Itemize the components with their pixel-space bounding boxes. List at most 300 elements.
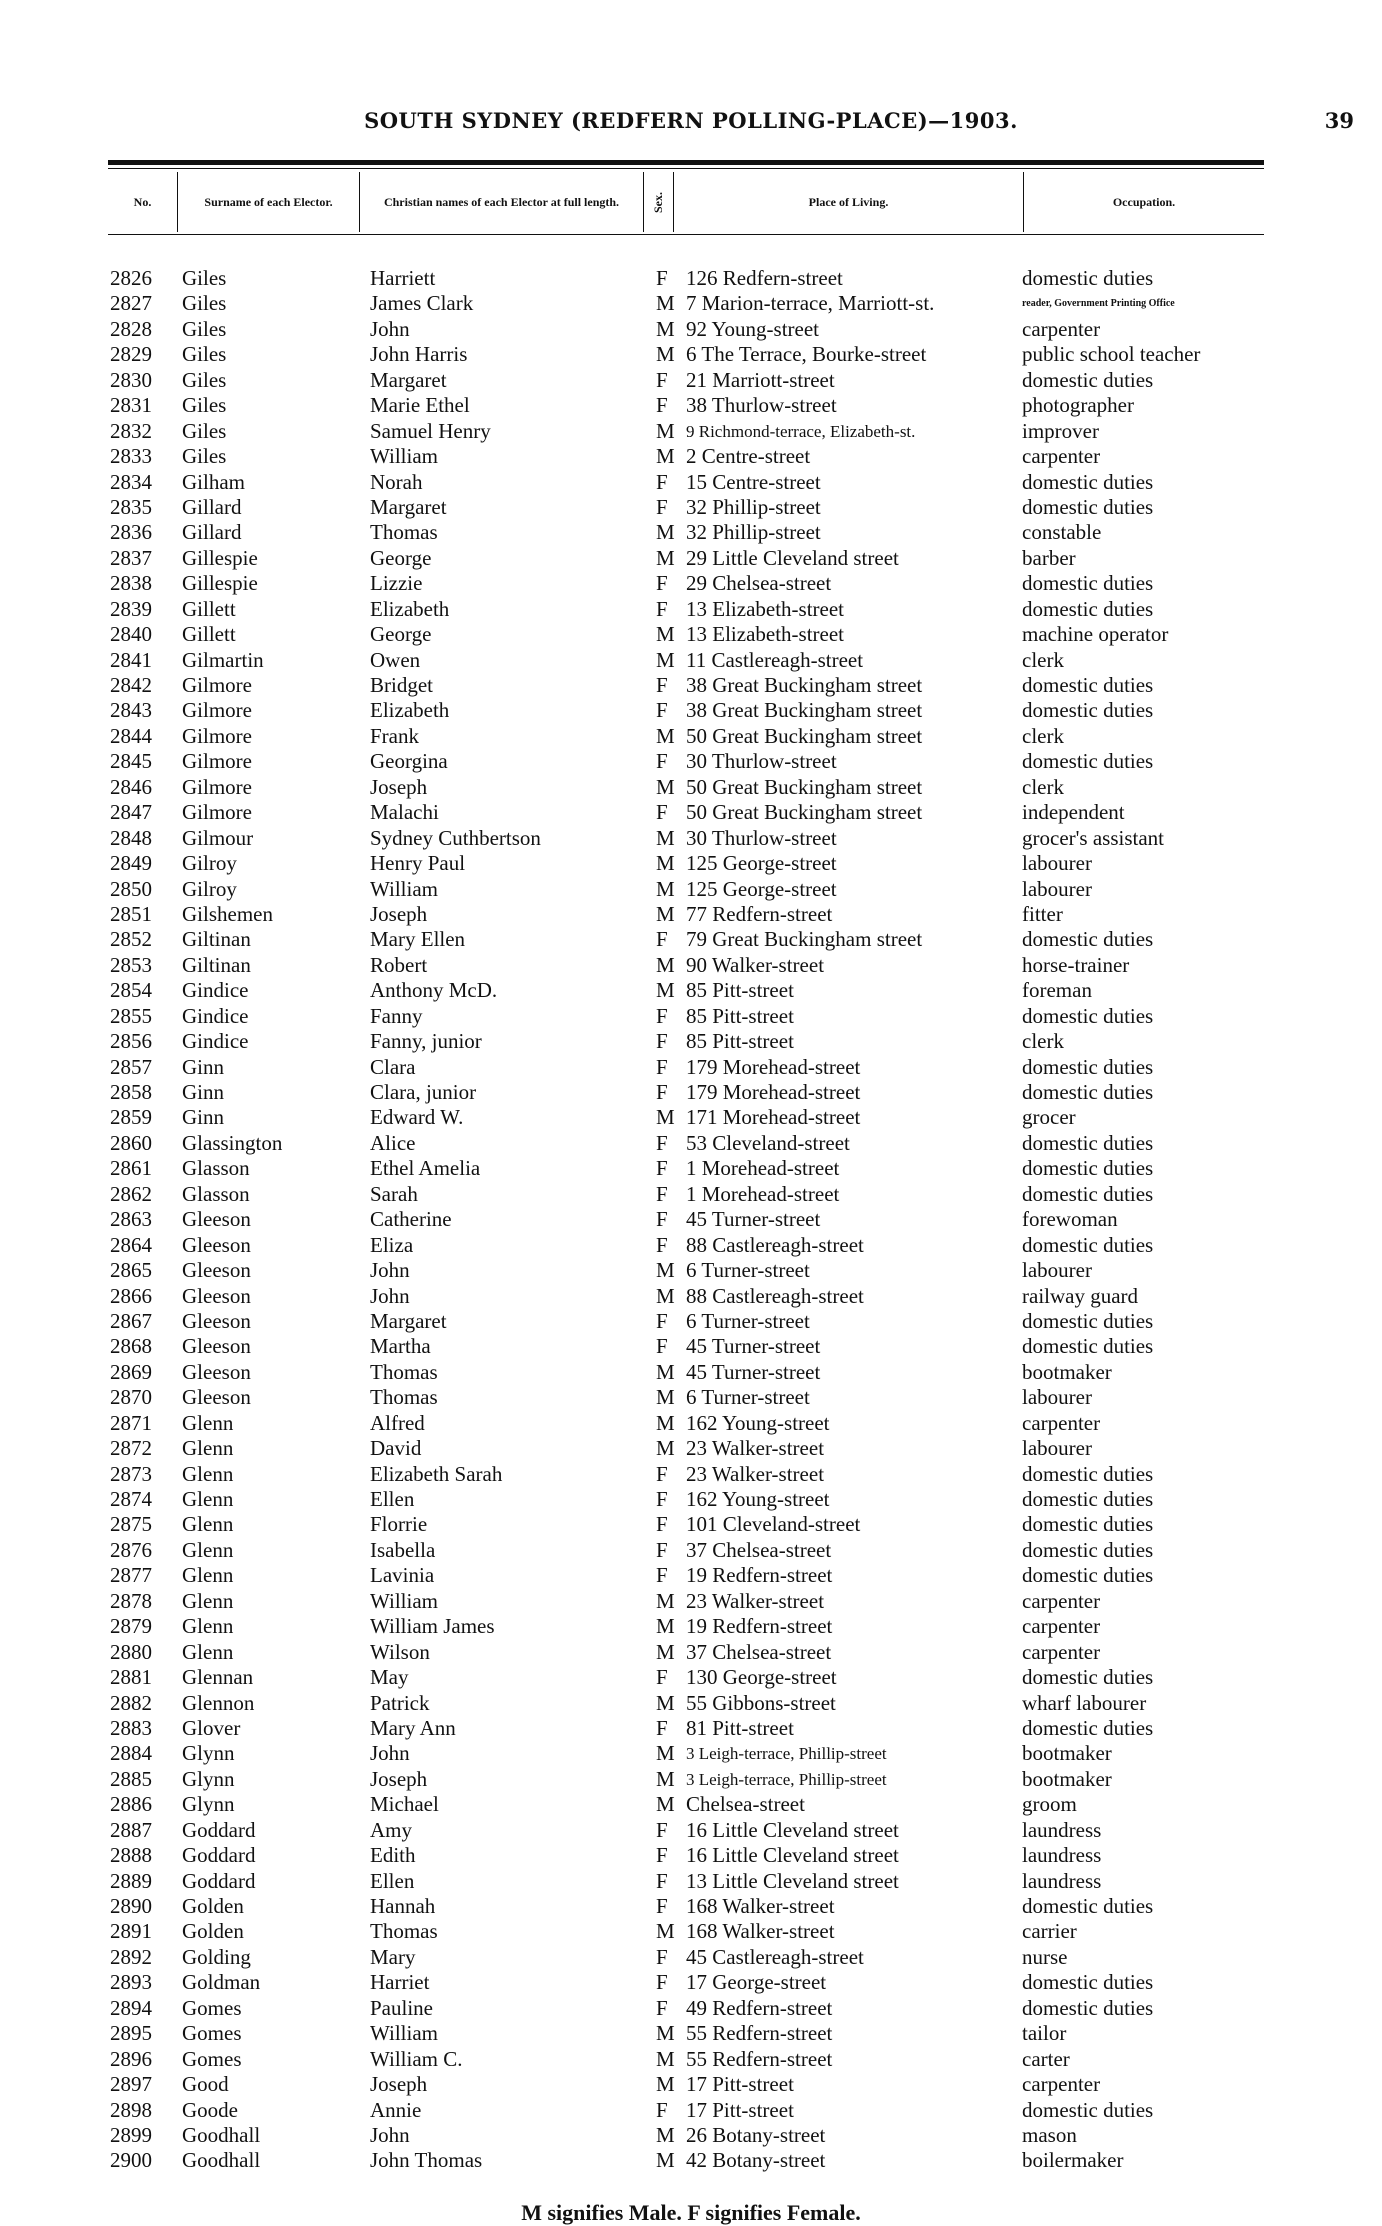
elector-place-of-living: 162 Young-street	[686, 1410, 830, 1435]
elector-occupation: domestic duties	[1022, 673, 1154, 697]
elector-surname: Gleeson	[182, 1258, 251, 1283]
table-row	[0, 877, 1382, 902]
elector-place-of-living: 6 Turner-street	[686, 1385, 810, 1410]
elector-place-of-living: 85 Pitt-street	[686, 1029, 794, 1054]
elector-christian-names: Edward W.	[370, 1105, 464, 1130]
elector-surname: Giltinan	[182, 927, 251, 952]
elector-place-of-living: 55 Redfern-street	[686, 2046, 833, 2071]
elector-christian-names: Lavinia	[370, 1563, 435, 1588]
elector-christian-names: Robert	[370, 952, 428, 977]
elector-surname: Gleeson	[182, 1334, 251, 1359]
elector-place-of-living: 130 George-street	[686, 1665, 837, 1690]
elector-occupation: machine operator	[1022, 622, 1169, 647]
elector-surname: Gilmore	[182, 774, 252, 799]
elector-occupation: domestic duties	[1022, 1970, 1154, 1995]
elector-christian-names: Anthony McD.	[370, 978, 498, 1003]
table-row	[0, 546, 1382, 571]
elector-surname: Gilmour	[182, 825, 254, 850]
elector-number: 2880	[110, 1639, 152, 1664]
elector-sex: F	[656, 673, 668, 697]
elector-occupation: domestic duties	[1022, 1512, 1154, 1537]
elector-surname: Glenn	[182, 1487, 234, 1511]
elector-sex: M	[656, 2046, 675, 2071]
elector-place-of-living: 179 Morehead-street	[686, 1080, 861, 1104]
elector-place-of-living: 6 The Terrace, Bourke-street	[686, 342, 927, 367]
elector-surname: Goodhall	[182, 2122, 261, 2147]
elector-place-of-living: 81 Pitt-street	[686, 1715, 794, 1740]
elector-surname: Golding	[182, 1944, 251, 1969]
elector-number: 2894	[110, 1995, 152, 2020]
elector-christian-names: George	[370, 622, 432, 647]
elector-number: 2873	[110, 1461, 152, 1486]
table-row	[0, 1919, 1382, 1944]
elector-place-of-living: 37 Chelsea-street	[686, 1537, 832, 1562]
elector-christian-names: Pauline	[370, 1995, 433, 2020]
elector-number: 2876	[110, 1537, 152, 1562]
table-row	[0, 1589, 1382, 1614]
elector-place-of-living: 77 Redfern-street	[686, 901, 833, 926]
elector-christian-names: Margaret	[370, 367, 447, 392]
elector-place-of-living: 9 Richmond-terrace, Elizabeth-st.	[686, 421, 916, 441]
elector-number: 2843	[110, 698, 152, 723]
table-row	[0, 1869, 1382, 1894]
table-row	[0, 1767, 1382, 1792]
elector-number: 2828	[110, 316, 152, 341]
elector-sex: M	[656, 2072, 675, 2097]
elector-christian-names: Alice	[370, 1130, 416, 1155]
elector-christian-names: Joseph	[370, 774, 428, 799]
table-row	[0, 1818, 1382, 1843]
elector-surname: Gleeson	[182, 1385, 251, 1410]
elector-number: 2834	[110, 469, 152, 494]
elector-sex: M	[656, 2021, 675, 2046]
elector-christian-names: Hannah	[370, 1894, 436, 1918]
elector-number: 2853	[110, 952, 152, 977]
table-row	[0, 826, 1382, 851]
elector-place-of-living: 29 Little Cleveland street	[686, 545, 899, 570]
elector-occupation: domestic duties	[1022, 1461, 1154, 1486]
elector-surname: Glenn	[182, 1436, 234, 1461]
elector-number: 2832	[110, 418, 152, 443]
table-row	[0, 1385, 1382, 1410]
elector-place-of-living: 179 Morehead-street	[686, 1054, 861, 1079]
elector-surname: Gindice	[182, 1003, 249, 1028]
elector-christian-names: Thomas	[370, 1359, 438, 1384]
elector-sex: M	[656, 1258, 675, 1283]
table-row	[0, 1792, 1382, 1817]
elector-surname: Giles	[182, 266, 227, 290]
elector-place-of-living: 88 Castlereagh-street	[686, 1232, 864, 1257]
table-row	[0, 2047, 1382, 2072]
elector-number: 2898	[110, 2097, 152, 2122]
table-row	[0, 1029, 1382, 1054]
elector-sex: F	[656, 1080, 668, 1104]
elector-occupation: clerk	[1022, 774, 1064, 799]
elector-occupation: fitter	[1022, 901, 1063, 926]
table-row	[0, 1411, 1382, 1436]
elector-number: 2841	[110, 647, 152, 672]
elector-occupation: laundress	[1022, 1843, 1102, 1868]
elector-christian-names: James Clark	[370, 291, 474, 316]
elector-place-of-living: 3 Leigh-terrace, Phillip-street	[686, 1769, 887, 1789]
elector-occupation: groom	[1022, 1792, 1077, 1817]
elector-number: 2847	[110, 800, 152, 825]
elector-christian-names: William	[370, 876, 438, 901]
table-row	[0, 622, 1382, 647]
table-row	[0, 1080, 1382, 1105]
elector-number: 2871	[110, 1410, 152, 1435]
elector-surname: Gleeson	[182, 1232, 251, 1257]
elector-place-of-living: 126 Redfern-street	[686, 266, 843, 290]
elector-sex: F	[656, 1029, 668, 1054]
table-row	[0, 1233, 1382, 1258]
elector-occupation: domestic duties	[1022, 1715, 1154, 1740]
table-row	[0, 698, 1382, 723]
elector-number: 2855	[110, 1003, 152, 1028]
elector-occupation: clerk	[1022, 723, 1064, 748]
elector-christian-names: Harriet	[370, 1970, 430, 1995]
elector-christian-names: Eliza	[370, 1232, 414, 1257]
table-row	[0, 1258, 1382, 1283]
table-row	[0, 648, 1382, 673]
elector-place-of-living: 13 Little Cleveland street	[686, 1868, 899, 1893]
elector-surname: Gomes	[182, 1995, 242, 2020]
elector-occupation: forewoman	[1022, 1207, 1118, 1232]
elector-christian-names: John Thomas	[370, 2148, 483, 2173]
elector-sex: M	[656, 876, 675, 901]
elector-occupation: labourer	[1022, 1385, 1092, 1410]
table-row	[0, 1614, 1382, 1639]
elector-number: 2891	[110, 1919, 152, 1944]
elector-place-of-living: 29 Chelsea-street	[686, 571, 832, 596]
elector-number: 2829	[110, 342, 152, 367]
elector-christian-names: Henry Paul	[370, 851, 466, 876]
elector-occupation: domestic duties	[1022, 596, 1154, 621]
elector-sex: M	[656, 851, 675, 876]
elector-surname: Goode	[182, 2097, 238, 2122]
elector-surname: Ginn	[182, 1080, 224, 1104]
elector-christian-names: Bridget	[370, 673, 433, 697]
elector-place-of-living: 17 Pitt-street	[686, 2072, 794, 2097]
elector-sex: F	[656, 1944, 668, 1969]
table-row	[0, 571, 1382, 596]
elector-number: 2883	[110, 1715, 152, 1740]
column-header-sex-label: Sex.	[651, 191, 665, 213]
table-row	[0, 1716, 1382, 1741]
table-row	[0, 927, 1382, 952]
elector-number: 2845	[110, 749, 152, 774]
elector-sex: M	[656, 1919, 675, 1944]
elector-surname: Glenn	[182, 1614, 234, 1639]
table-row	[0, 1334, 1382, 1359]
column-header-christian-names: Christian names of each Elector at full length.	[360, 172, 644, 232]
elector-occupation: carrier	[1022, 1919, 1077, 1944]
elector-christian-names: John	[370, 2122, 410, 2147]
elector-christian-names: Marie Ethel	[370, 393, 470, 418]
elector-number: 2844	[110, 723, 152, 748]
elector-sex: F	[656, 800, 668, 825]
elector-occupation: grocer's assistant	[1022, 825, 1164, 850]
table-row	[0, 342, 1382, 367]
elector-sex: F	[656, 1970, 668, 1995]
elector-sex: M	[656, 444, 675, 469]
elector-number: 2849	[110, 851, 152, 876]
elector-christian-names: Clara, junior	[370, 1080, 477, 1104]
elector-place-of-living: 23 Walker-street	[686, 1588, 825, 1613]
elector-christian-names: Malachi	[370, 800, 439, 825]
elector-place-of-living: 3 Leigh-terrace, Phillip-street	[686, 1744, 887, 1764]
elector-place-of-living: 30 Thurlow-street	[686, 749, 837, 774]
elector-christian-names: William C.	[370, 2046, 463, 2071]
elector-number: 2867	[110, 1308, 152, 1333]
elector-sex: F	[656, 1843, 668, 1868]
elector-christian-names: Ellen	[370, 1487, 415, 1511]
elector-sex: F	[656, 469, 668, 494]
elector-number: 2862	[110, 1181, 152, 1206]
table-row	[0, 597, 1382, 622]
elector-sex: F	[656, 1894, 668, 1918]
elector-number: 2858	[110, 1080, 152, 1104]
table-row	[0, 902, 1382, 927]
elector-christian-names: Fanny, junior	[370, 1029, 482, 1054]
elector-surname: Gilroy	[182, 876, 237, 901]
elector-sex: F	[656, 749, 668, 774]
column-header-no: No.	[108, 172, 178, 232]
table-row	[0, 1055, 1382, 1080]
elector-surname: Glasson	[182, 1156, 250, 1181]
elector-place-of-living: 45 Castlereagh-street	[686, 1944, 864, 1969]
elector-place-of-living: 32 Phillip-street	[686, 494, 821, 519]
elector-occupation: domestic duties	[1022, 367, 1154, 392]
elector-place-of-living: 13 Elizabeth-street	[686, 622, 845, 647]
elector-place-of-living: 55 Gibbons-street	[686, 1690, 836, 1715]
elector-place-of-living: 162 Young-street	[686, 1487, 830, 1511]
table-row	[0, 2123, 1382, 2148]
elector-christian-names: William	[370, 2021, 438, 2046]
elector-place-of-living: 37 Chelsea-street	[686, 1639, 832, 1664]
table-row	[0, 724, 1382, 749]
elector-occupation: nurse	[1022, 1944, 1068, 1969]
elector-occupation: laundress	[1022, 1817, 1102, 1842]
elector-sex: F	[656, 1232, 668, 1257]
elector-surname: Gillard	[182, 520, 242, 545]
table-row	[0, 1131, 1382, 1156]
elector-surname: Giles	[182, 342, 227, 367]
elector-christian-names: Wilson	[370, 1639, 430, 1664]
elector-number: 2837	[110, 545, 152, 570]
elector-place-of-living: Chelsea-street	[686, 1792, 805, 1817]
elector-surname: Glenn	[182, 1639, 234, 1664]
elector-sex: M	[656, 342, 675, 367]
table-row	[0, 2021, 1382, 2046]
table-row	[0, 1945, 1382, 1970]
elector-sex: M	[656, 316, 675, 341]
table-row	[0, 1691, 1382, 1716]
elector-surname: Glenn	[182, 1512, 234, 1537]
elector-sex: M	[656, 1766, 675, 1791]
elector-occupation: domestic duties	[1022, 1894, 1154, 1918]
elector-christian-names: Mary	[370, 1944, 416, 1969]
elector-surname: Glenn	[182, 1461, 234, 1486]
elector-christian-names: Thomas	[370, 1919, 438, 1944]
elector-sex: F	[656, 494, 668, 519]
elector-number: 2877	[110, 1563, 152, 1588]
elector-christian-names: Joseph	[370, 901, 428, 926]
elector-surname: Gilmore	[182, 749, 252, 774]
elector-sex: F	[656, 1512, 668, 1537]
elector-surname: Giles	[182, 444, 227, 469]
elector-occupation: domestic duties	[1022, 1232, 1154, 1257]
table-row	[0, 1741, 1382, 1766]
elector-sex: F	[656, 698, 668, 723]
elector-surname: Gindice	[182, 1029, 249, 1054]
elector-occupation: carpenter	[1022, 2072, 1101, 2097]
elector-number: 2874	[110, 1487, 152, 1511]
elector-number: 2887	[110, 1817, 152, 1842]
elector-sex: F	[656, 266, 668, 290]
elector-surname: Glenn	[182, 1537, 234, 1562]
elector-number: 2827	[110, 291, 152, 316]
table-row	[0, 291, 1382, 316]
elector-surname: Gillard	[182, 494, 242, 519]
elector-number: 2826	[110, 266, 152, 290]
elector-sex: F	[656, 1130, 668, 1155]
elector-number: 2897	[110, 2072, 152, 2097]
elector-surname: Giles	[182, 291, 227, 316]
elector-surname: Gilham	[182, 469, 245, 494]
elector-surname: Glennon	[182, 1690, 255, 1715]
column-header-place: Place of Living.	[674, 172, 1024, 232]
table-row	[0, 470, 1382, 495]
elector-place-of-living: 168 Walker-street	[686, 1894, 835, 1918]
elector-number: 2892	[110, 1944, 152, 1969]
elector-occupation: labourer	[1022, 1436, 1092, 1461]
page-number: 39	[1324, 108, 1354, 133]
elector-surname: Goddard	[182, 1817, 256, 1842]
elector-surname: Glenn	[182, 1410, 234, 1435]
elector-place-of-living: 1 Morehead-street	[686, 1181, 840, 1206]
elector-number: 2846	[110, 774, 152, 799]
elector-place-of-living: 38 Thurlow-street	[686, 393, 837, 418]
elector-christian-names: Mary Ellen	[370, 927, 466, 952]
elector-number: 2869	[110, 1359, 152, 1384]
elector-sex: M	[656, 291, 675, 316]
elector-place-of-living: 50 Great Buckingham street	[686, 800, 923, 825]
elector-occupation: tailor	[1022, 2021, 1067, 2046]
elector-number: 2866	[110, 1283, 152, 1308]
elector-occupation: carter	[1022, 2046, 1070, 2071]
elector-occupation: domestic duties	[1022, 1308, 1154, 1333]
elector-christian-names: Isabella	[370, 1537, 436, 1562]
elector-place-of-living: 79 Great Buckingham street	[686, 927, 923, 952]
elector-number: 2885	[110, 1766, 152, 1791]
table-row	[0, 1284, 1382, 1309]
elector-number: 2890	[110, 1894, 152, 1918]
elector-place-of-living: 45 Turner-street	[686, 1359, 821, 1384]
table-row	[0, 1996, 1382, 2021]
elector-occupation: reader, Government Printing Office	[1022, 298, 1175, 310]
elector-sex: M	[656, 1105, 675, 1130]
elector-surname: Glennan	[182, 1665, 254, 1690]
elector-sex: F	[656, 1665, 668, 1690]
elector-occupation: domestic duties	[1022, 494, 1154, 519]
elector-surname: Gillespie	[182, 571, 258, 596]
elector-sex: M	[656, 2148, 675, 2173]
elector-place-of-living: 19 Redfern-street	[686, 1614, 833, 1639]
elector-sex: M	[656, 1359, 675, 1384]
elector-sex: F	[656, 1995, 668, 2020]
header-rule-thin	[108, 168, 1264, 169]
column-header-surname: Surname of each Elector.	[178, 172, 360, 232]
elector-occupation: domestic duties	[1022, 1054, 1154, 1079]
elector-place-of-living: 125 George-street	[686, 851, 837, 876]
elector-sex: M	[656, 1690, 675, 1715]
table-row	[0, 1156, 1382, 1181]
elector-sex: F	[656, 1003, 668, 1028]
elector-sex: F	[656, 1156, 668, 1181]
elector-surname: Goddard	[182, 1843, 256, 1868]
column-headers	[108, 172, 1264, 232]
elector-sex: F	[656, 571, 668, 596]
elector-place-of-living: 21 Marriott-street	[686, 367, 835, 392]
elector-christian-names: Ellen	[370, 1868, 415, 1893]
elector-place-of-living: 17 Pitt-street	[686, 2097, 794, 2122]
elector-surname: Gilmore	[182, 673, 252, 697]
elector-occupation: domestic duties	[1022, 927, 1154, 952]
elector-surname: Golden	[182, 1919, 244, 1944]
elector-number: 2835	[110, 494, 152, 519]
elector-sex: M	[656, 520, 675, 545]
elector-sex: M	[656, 952, 675, 977]
elector-number: 2861	[110, 1156, 152, 1181]
elector-sex: F	[656, 1334, 668, 1359]
elector-christian-names: John Harris	[370, 342, 468, 367]
elector-occupation: domestic duties	[1022, 749, 1154, 774]
table-row	[0, 1487, 1382, 1512]
elector-occupation: improver	[1022, 418, 1099, 443]
elector-christian-names: Amy	[370, 1817, 412, 1842]
elector-christian-names: Harriett	[370, 266, 436, 290]
table-row	[0, 1309, 1382, 1334]
elector-christian-names: Edith	[370, 1843, 416, 1868]
table-row	[0, 749, 1382, 774]
elector-place-of-living: 1 Morehead-street	[686, 1156, 840, 1181]
footer-note: M signifies Male. F signifies Female.	[521, 2200, 861, 2225]
elector-christian-names: Elizabeth	[370, 596, 450, 621]
elector-place-of-living: 30 Thurlow-street	[686, 825, 837, 850]
table-row	[0, 1436, 1382, 1461]
elector-sex: M	[656, 647, 675, 672]
elector-number: 2864	[110, 1232, 152, 1257]
elector-occupation: domestic duties	[1022, 1563, 1154, 1588]
elector-place-of-living: 42 Botany-street	[686, 2148, 826, 2173]
elector-occupation: laundress	[1022, 1868, 1102, 1893]
elector-surname: Good	[182, 2072, 229, 2097]
elector-occupation: domestic duties	[1022, 1003, 1154, 1028]
elector-christian-names: George	[370, 545, 432, 570]
elector-surname: Gilmore	[182, 800, 252, 825]
elector-number: 2830	[110, 367, 152, 392]
elector-number: 2878	[110, 1588, 152, 1613]
elector-christian-names: William	[370, 444, 438, 469]
elector-place-of-living: 85 Pitt-street	[686, 978, 794, 1003]
elector-surname: Goodhall	[182, 2148, 261, 2173]
elector-occupation: domestic duties	[1022, 698, 1154, 723]
table-row	[0, 1004, 1382, 1029]
elector-sex: M	[656, 1792, 675, 1817]
elector-number: 2895	[110, 2021, 152, 2046]
elector-christian-names: Florrie	[370, 1512, 428, 1537]
